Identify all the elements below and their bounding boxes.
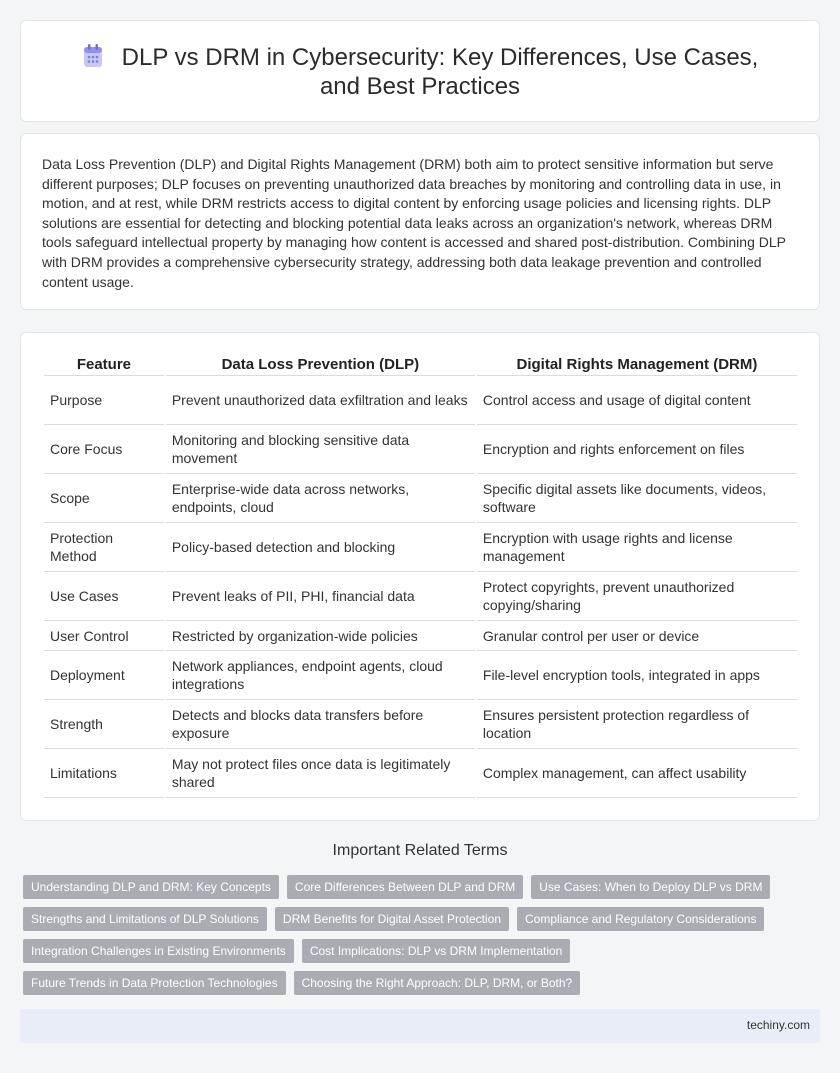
header-drm: Digital Rights Management (DRM) bbox=[477, 354, 797, 376]
related-tag[interactable]: Core Differences Between DLP and DRM bbox=[287, 875, 523, 899]
feature-cell: Deployment bbox=[44, 651, 164, 700]
feature-cell: Scope bbox=[44, 474, 164, 523]
intro-paragraph: Data Loss Prevention (DLP) and Digital Rights Management (DRM) both aim to protect sensitive information but serve different purposes; DLP focuses on preventing unauthorized data breaches by monitoring and controlling data in use, in motion, and at rest, while DRM restricts access to digital content by enforcing usage policies and licensing rights. DLP solutions are essential for detecting and blocking potential data leaks across an organization's network, whereas DRM tools safeguard intellectual property by managing how content is accessed and shared post-distribution. Combining DLP with DRM provides a comprehensive cybersecurity strategy, addressing both data leakage prevention and controlled content usage. bbox=[42, 156, 786, 290]
feature-cell: User Control bbox=[44, 621, 164, 651]
related-tag[interactable]: Integration Challenges in Existing Environments bbox=[23, 939, 294, 963]
feature-cell: Purpose bbox=[44, 376, 164, 425]
table-row bbox=[44, 425, 797, 474]
page-title: DLP vs DRM in Cybersecurity: Key Differences, Use Cases, and Best Practices bbox=[121, 44, 759, 100]
dlp-cell: Policy-based detection and blocking bbox=[166, 523, 475, 572]
drm-cell: Granular control per user or device bbox=[477, 621, 797, 651]
header-dlp: Data Loss Prevention (DLP) bbox=[166, 354, 475, 376]
comparison-table-card bbox=[20, 332, 820, 821]
related-terms-tags bbox=[23, 875, 803, 995]
dlp-cell: Enterprise-wide data across networks, endpoints, cloud bbox=[166, 474, 475, 523]
table-row bbox=[44, 749, 797, 798]
feature-cell: Strength bbox=[44, 700, 164, 749]
intro-card bbox=[20, 133, 820, 310]
table-header-row bbox=[44, 354, 797, 376]
document-icon bbox=[82, 44, 104, 68]
feature-cell: Limitations bbox=[44, 749, 164, 798]
dlp-cell: Restricted by organization-wide policies bbox=[166, 621, 475, 651]
feature-cell: Protection Method bbox=[44, 523, 164, 572]
drm-cell: Encryption and rights enforcement on files bbox=[477, 425, 797, 474]
drm-cell: Complex management, can affect usability bbox=[477, 749, 797, 798]
table-row bbox=[44, 523, 797, 572]
feature-cell: Core Focus bbox=[44, 425, 164, 474]
drm-cell: Encryption with usage rights and license management bbox=[477, 523, 797, 572]
footer bbox=[20, 1009, 820, 1043]
table-row bbox=[44, 700, 797, 749]
drm-cell: Control access and usage of digital content bbox=[477, 376, 797, 425]
dlp-cell: May not protect files once data is legitimately shared bbox=[166, 749, 475, 798]
table-row bbox=[44, 621, 797, 651]
header-feature: Feature bbox=[44, 354, 164, 376]
dlp-cell: Monitoring and blocking sensitive data movement bbox=[166, 425, 475, 474]
related-tag[interactable]: Strengths and Limitations of DLP Solutions bbox=[23, 907, 267, 931]
drm-cell: File-level encryption tools, integrated in apps bbox=[477, 651, 797, 700]
drm-cell: Ensures persistent protection regardless of location bbox=[477, 700, 797, 749]
related-terms-title: Important Related Terms bbox=[332, 842, 508, 859]
drm-cell: Specific digital assets like documents, videos, software bbox=[477, 474, 797, 523]
related-tag[interactable]: Use Cases: When to Deploy DLP vs DRM bbox=[531, 875, 770, 899]
table-row bbox=[44, 376, 797, 425]
related-tag[interactable]: Understanding DLP and DRM: Key Concepts bbox=[23, 875, 279, 899]
related-tag[interactable]: Compliance and Regulatory Considerations bbox=[517, 907, 764, 931]
table-row bbox=[44, 474, 797, 523]
footer-site-link[interactable]: techiny.com bbox=[746, 1018, 810, 1032]
related-tag[interactable]: Cost Implications: DLP vs DRM Implementation bbox=[302, 939, 571, 963]
title-card bbox=[20, 20, 820, 122]
dlp-cell: Prevent leaks of PII, PHI, financial data bbox=[166, 572, 475, 621]
dlp-cell: Prevent unauthorized data exfiltration and leaks bbox=[166, 376, 475, 425]
related-tag[interactable]: Choosing the Right Approach: DLP, DRM, or Both? bbox=[294, 971, 581, 995]
feature-cell: Use Cases bbox=[44, 572, 164, 621]
related-tag[interactable]: Future Trends in Data Protection Technologies bbox=[23, 971, 286, 995]
comparison-table bbox=[42, 354, 799, 798]
drm-cell: Protect copyrights, prevent unauthorized copying/sharing bbox=[477, 572, 797, 621]
dlp-cell: Network appliances, endpoint agents, cloud integrations bbox=[166, 651, 475, 700]
table-row bbox=[44, 572, 797, 621]
related-tag[interactable]: DRM Benefits for Digital Asset Protection bbox=[275, 907, 509, 931]
dlp-cell: Detects and blocks data transfers before exposure bbox=[166, 700, 475, 749]
table-row bbox=[44, 651, 797, 700]
